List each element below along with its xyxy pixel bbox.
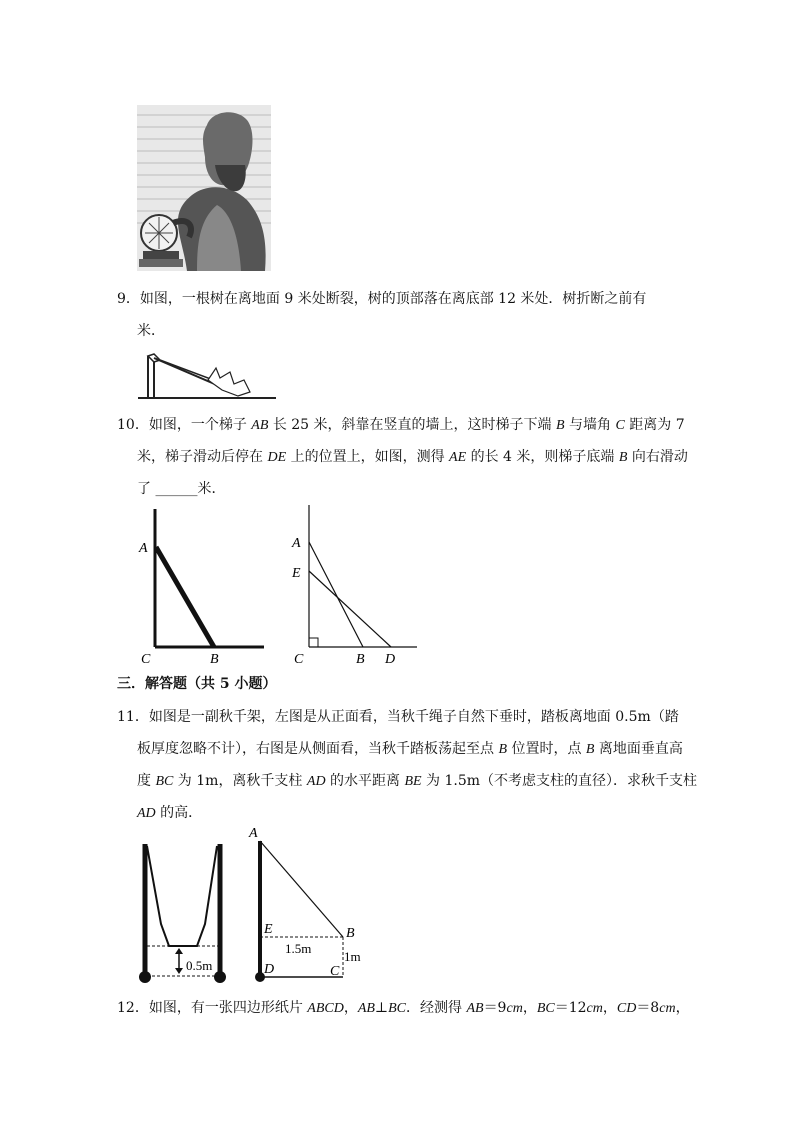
q11-text-line3: 度 BC 为 1m，离秋千支柱 AD 的水平距离 BE 为 1.5m（不考虑支柱的直径）．求秋千支柱	[137, 773, 698, 789]
fig1-label-B: B	[210, 652, 219, 667]
q10-text-line1: 10．如图，一个梯子 AB 长 25 米，斜靠在竖直的墙上，这时梯子下端 B 与墙角 C 距离为 7	[117, 417, 685, 433]
q11-text-line4: AD 的高．	[137, 805, 203, 821]
q12-text-line1: 12．如图，有一张四边形纸片 ABCD，AB⊥BC．经测得 AB＝9cm，BC＝12cm，CD＝8cm，	[117, 1000, 690, 1016]
q10-text-line2: 米，梯子滑动后停在 DE 上的位置上，如图，测得 AE 的长 4 米，则梯子底端 B 向右滑动	[137, 449, 688, 465]
side-label-B: B	[346, 926, 355, 941]
fig1-label-A: A	[139, 541, 148, 556]
side-label-D: D	[264, 962, 275, 977]
side-label-E: E	[264, 922, 273, 937]
q11-text-line1: 11．如图是一副秋千架，左图是从正面看，当秋千绳子自然下垂时，踏板离地面 0.5m（踏	[117, 709, 679, 725]
side-label-bc: 1m	[344, 949, 361, 964]
q11-swing-side-figure	[245, 823, 375, 988]
q11-swing-front-figure	[135, 838, 235, 988]
q9-text-line1: 9．如图，一根树在离地面 9 米处断裂，树的顶部落在离底部 12 米处．树折断之前有	[117, 291, 647, 307]
side-label-be: 1.5m	[285, 941, 312, 956]
side-label-A: A	[249, 826, 258, 841]
section-title: 三．解答题（共 5 小题）	[117, 676, 277, 692]
q11-text-line2: 板厚度忽略不计），右图是从侧面看，当秋千踏板荡起至点 B 位置时，点 B 离地面垂直高	[137, 741, 683, 757]
q9-text-line2: 米．	[137, 323, 165, 339]
fig2-label-E: E	[292, 566, 301, 581]
answer-blank[interactable]: ______	[155, 481, 198, 497]
swing-height-label: 0.5m	[186, 958, 213, 973]
fig2-label-B: B	[356, 652, 365, 667]
portrait-image	[137, 105, 271, 271]
fig2-label-C: C	[294, 652, 304, 667]
q10-text-line3: 了 ______米．	[137, 481, 226, 497]
fig2-label-A: A	[292, 536, 301, 551]
q9-broken-tree-figure	[138, 350, 278, 402]
q10-ladder-figure-1	[130, 505, 280, 675]
side-label-C: C	[330, 964, 340, 979]
q10-ladder-figure-2	[285, 505, 420, 675]
fig1-label-C: C	[141, 652, 151, 667]
fig2-label-D: D	[385, 652, 396, 667]
